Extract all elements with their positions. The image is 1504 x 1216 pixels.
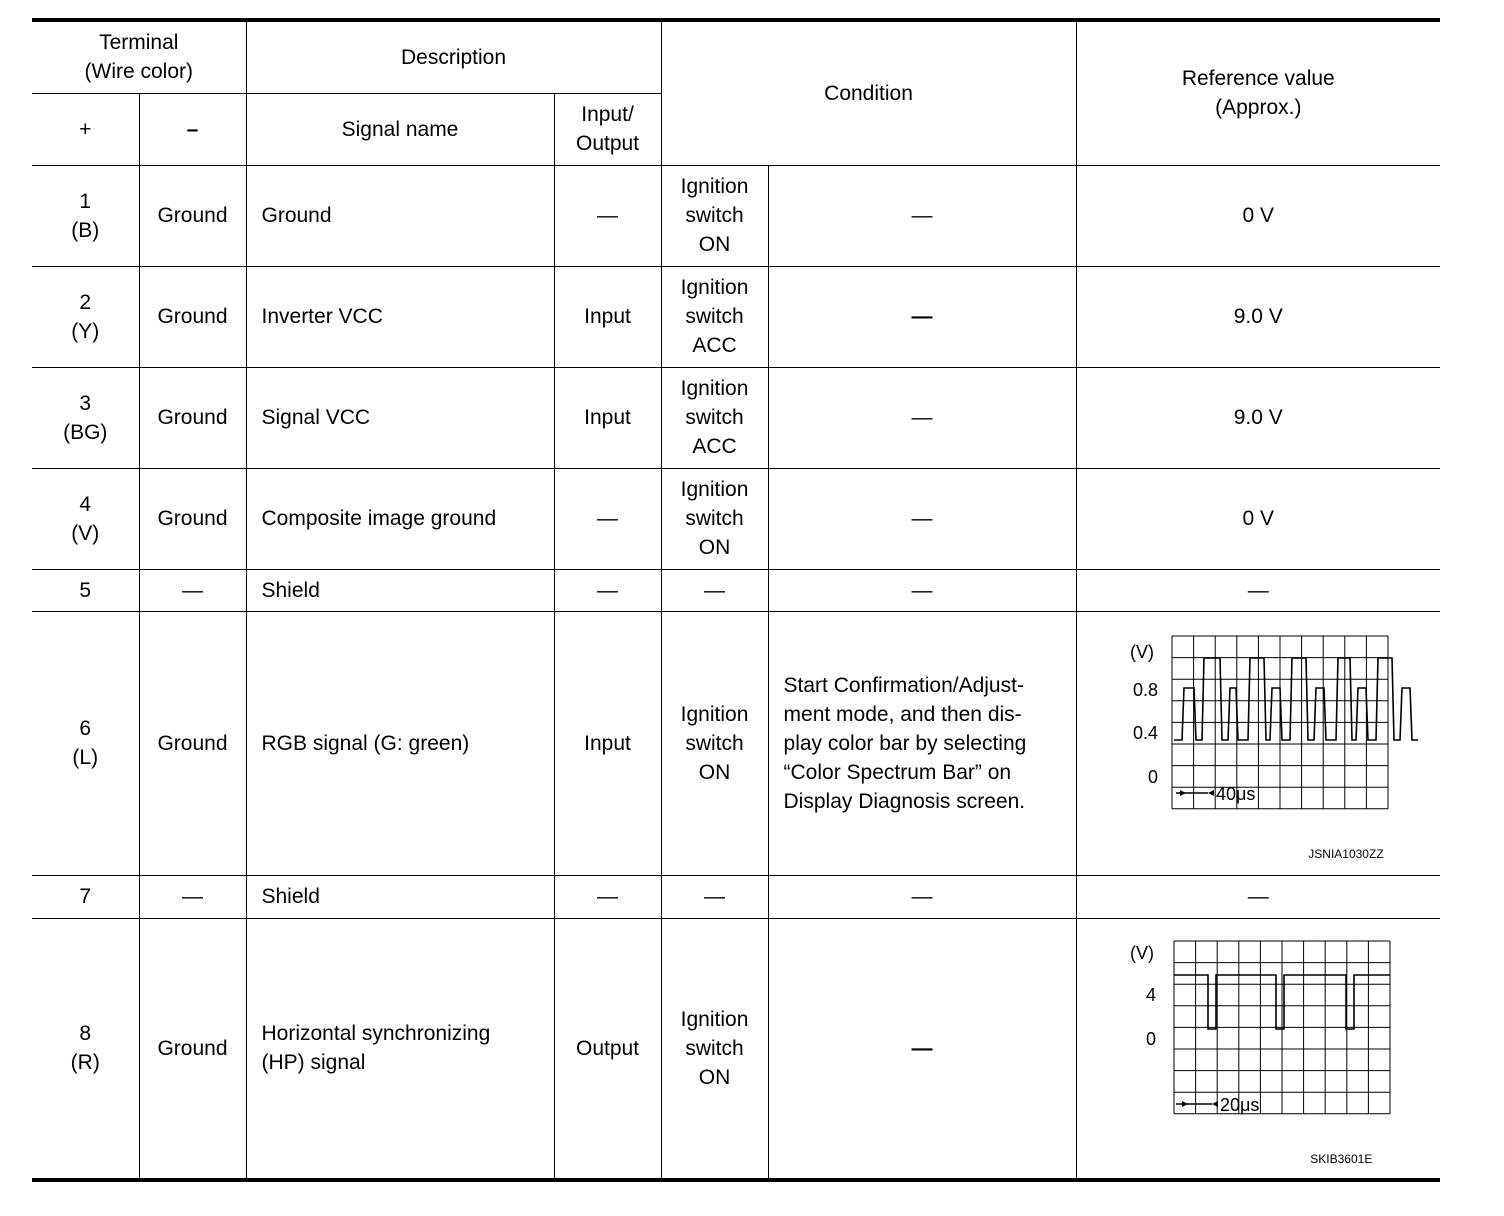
header-terminal: Terminal (Wire color) — [32, 20, 246, 93]
header-signal-name: Signal name — [246, 93, 554, 165]
terminal-plus: 6 (L) — [32, 611, 139, 875]
rgb-y-tick: 0.4 — [1133, 723, 1159, 743]
hp-waveform-graph — [1088, 933, 1428, 1133]
terminal-plus: 8 (R) — [32, 918, 139, 1180]
signal-name: Inverter VCC — [246, 266, 554, 367]
table-row — [32, 569, 1440, 611]
condition-text: — — [768, 918, 1076, 1180]
terminal-plus: 1 (B) — [32, 165, 139, 266]
reference-waveform — [1076, 918, 1440, 1180]
signal-name: Shield — [246, 875, 554, 918]
signal-name: RGB signal (G: green) — [246, 611, 554, 875]
reference-value: 9.0 V — [1076, 367, 1440, 468]
hp-y-tick: 0 — [1146, 1029, 1157, 1050]
reference-value: 0 V — [1076, 165, 1440, 266]
hp-y-tick: 4 — [1146, 985, 1157, 1006]
ignition-state: Ignition switch ON — [661, 165, 768, 266]
io-value: — — [554, 569, 661, 611]
terminal-plus: 4 (V) — [32, 468, 139, 569]
ignition-state: — — [661, 875, 768, 918]
io-value: Input — [554, 266, 661, 367]
rgb-time-label: 40μs — [1216, 784, 1256, 804]
ignition-state: Ignition switch ON — [661, 468, 768, 569]
terminal-plus: 3 (BG) — [32, 367, 139, 468]
figure-code: JSNIA1030ZZ — [1308, 847, 1384, 861]
signal-name: Shield — [246, 569, 554, 611]
terminal-spec-table — [32, 18, 1440, 1182]
ignition-state: Ignition switch ON — [661, 611, 768, 875]
condition-text: — — [768, 569, 1076, 611]
ignition-state: Ignition switch ACC — [661, 266, 768, 367]
signal-name: Horizontal synchronizing (HP) signal — [246, 918, 554, 1180]
ignition-state: — — [661, 569, 768, 611]
terminal-minus: Ground — [139, 165, 246, 266]
table-row — [32, 468, 1440, 569]
header-io: Input/ Output — [554, 93, 661, 165]
terminal-minus: Ground — [139, 611, 246, 875]
io-value: — — [554, 468, 661, 569]
table-row — [32, 367, 1440, 468]
condition-text: — — [768, 468, 1076, 569]
io-value: — — [554, 875, 661, 918]
figure-code: SKIB3601E — [1310, 1152, 1373, 1167]
signal-name: Ground — [246, 165, 554, 266]
terminal-minus: Ground — [139, 266, 246, 367]
header-condition: Condition — [661, 20, 1076, 165]
hp-unit-label: (V) — [1130, 943, 1155, 964]
rgb-y-tick: 0 — [1148, 767, 1159, 787]
terminal-minus: Ground — [139, 468, 246, 569]
io-value: Output — [554, 918, 661, 1180]
condition-text: — — [768, 165, 1076, 266]
ignition-state: Ignition switch ON — [661, 918, 768, 1180]
io-value: — — [554, 165, 661, 266]
header-description: Description — [246, 20, 661, 93]
terminal-minus: Ground — [139, 918, 246, 1180]
reference-value: — — [1076, 569, 1440, 611]
table-row — [32, 165, 1440, 266]
terminal-minus: Ground — [139, 367, 246, 468]
terminal-minus: — — [139, 569, 246, 611]
terminal-minus: — — [139, 875, 246, 918]
hp-time-label: 20μs — [1220, 1095, 1260, 1116]
io-value: Input — [554, 611, 661, 875]
rgb-waveform-graph — [1088, 628, 1428, 828]
table-row — [32, 611, 1440, 875]
rgb-unit-label: (V) — [1130, 642, 1155, 662]
rgb-y-tick: 0.8 — [1133, 680, 1159, 700]
table-row — [32, 266, 1440, 367]
table-row — [32, 918, 1440, 1180]
reference-value: 9.0 V — [1076, 266, 1440, 367]
ignition-state: Ignition switch ACC — [661, 367, 768, 468]
condition-text: — — [768, 875, 1076, 918]
condition-text: — — [768, 367, 1076, 468]
condition-text: — — [768, 266, 1076, 367]
reference-value: — — [1076, 875, 1440, 918]
header-reference: Reference value (Approx.) — [1076, 20, 1440, 165]
header-plus: + — [32, 93, 139, 165]
reference-value: 0 V — [1076, 468, 1440, 569]
condition-text: Start Confirmation/Adjust- ment mode, and then dis- play color bar by selecting “Color Spectrum Bar” on Display Diagnosis screen. — [768, 611, 1076, 875]
signal-name: Signal VCC — [246, 367, 554, 468]
table-row — [32, 875, 1440, 918]
terminal-plus: 2 (Y) — [32, 266, 139, 367]
signal-name: Composite image ground — [246, 468, 554, 569]
header-minus: – — [139, 93, 246, 165]
reference-waveform — [1076, 611, 1440, 875]
terminal-plus: 7 — [32, 875, 139, 918]
io-value: Input — [554, 367, 661, 468]
terminal-plus: 5 — [32, 569, 139, 611]
